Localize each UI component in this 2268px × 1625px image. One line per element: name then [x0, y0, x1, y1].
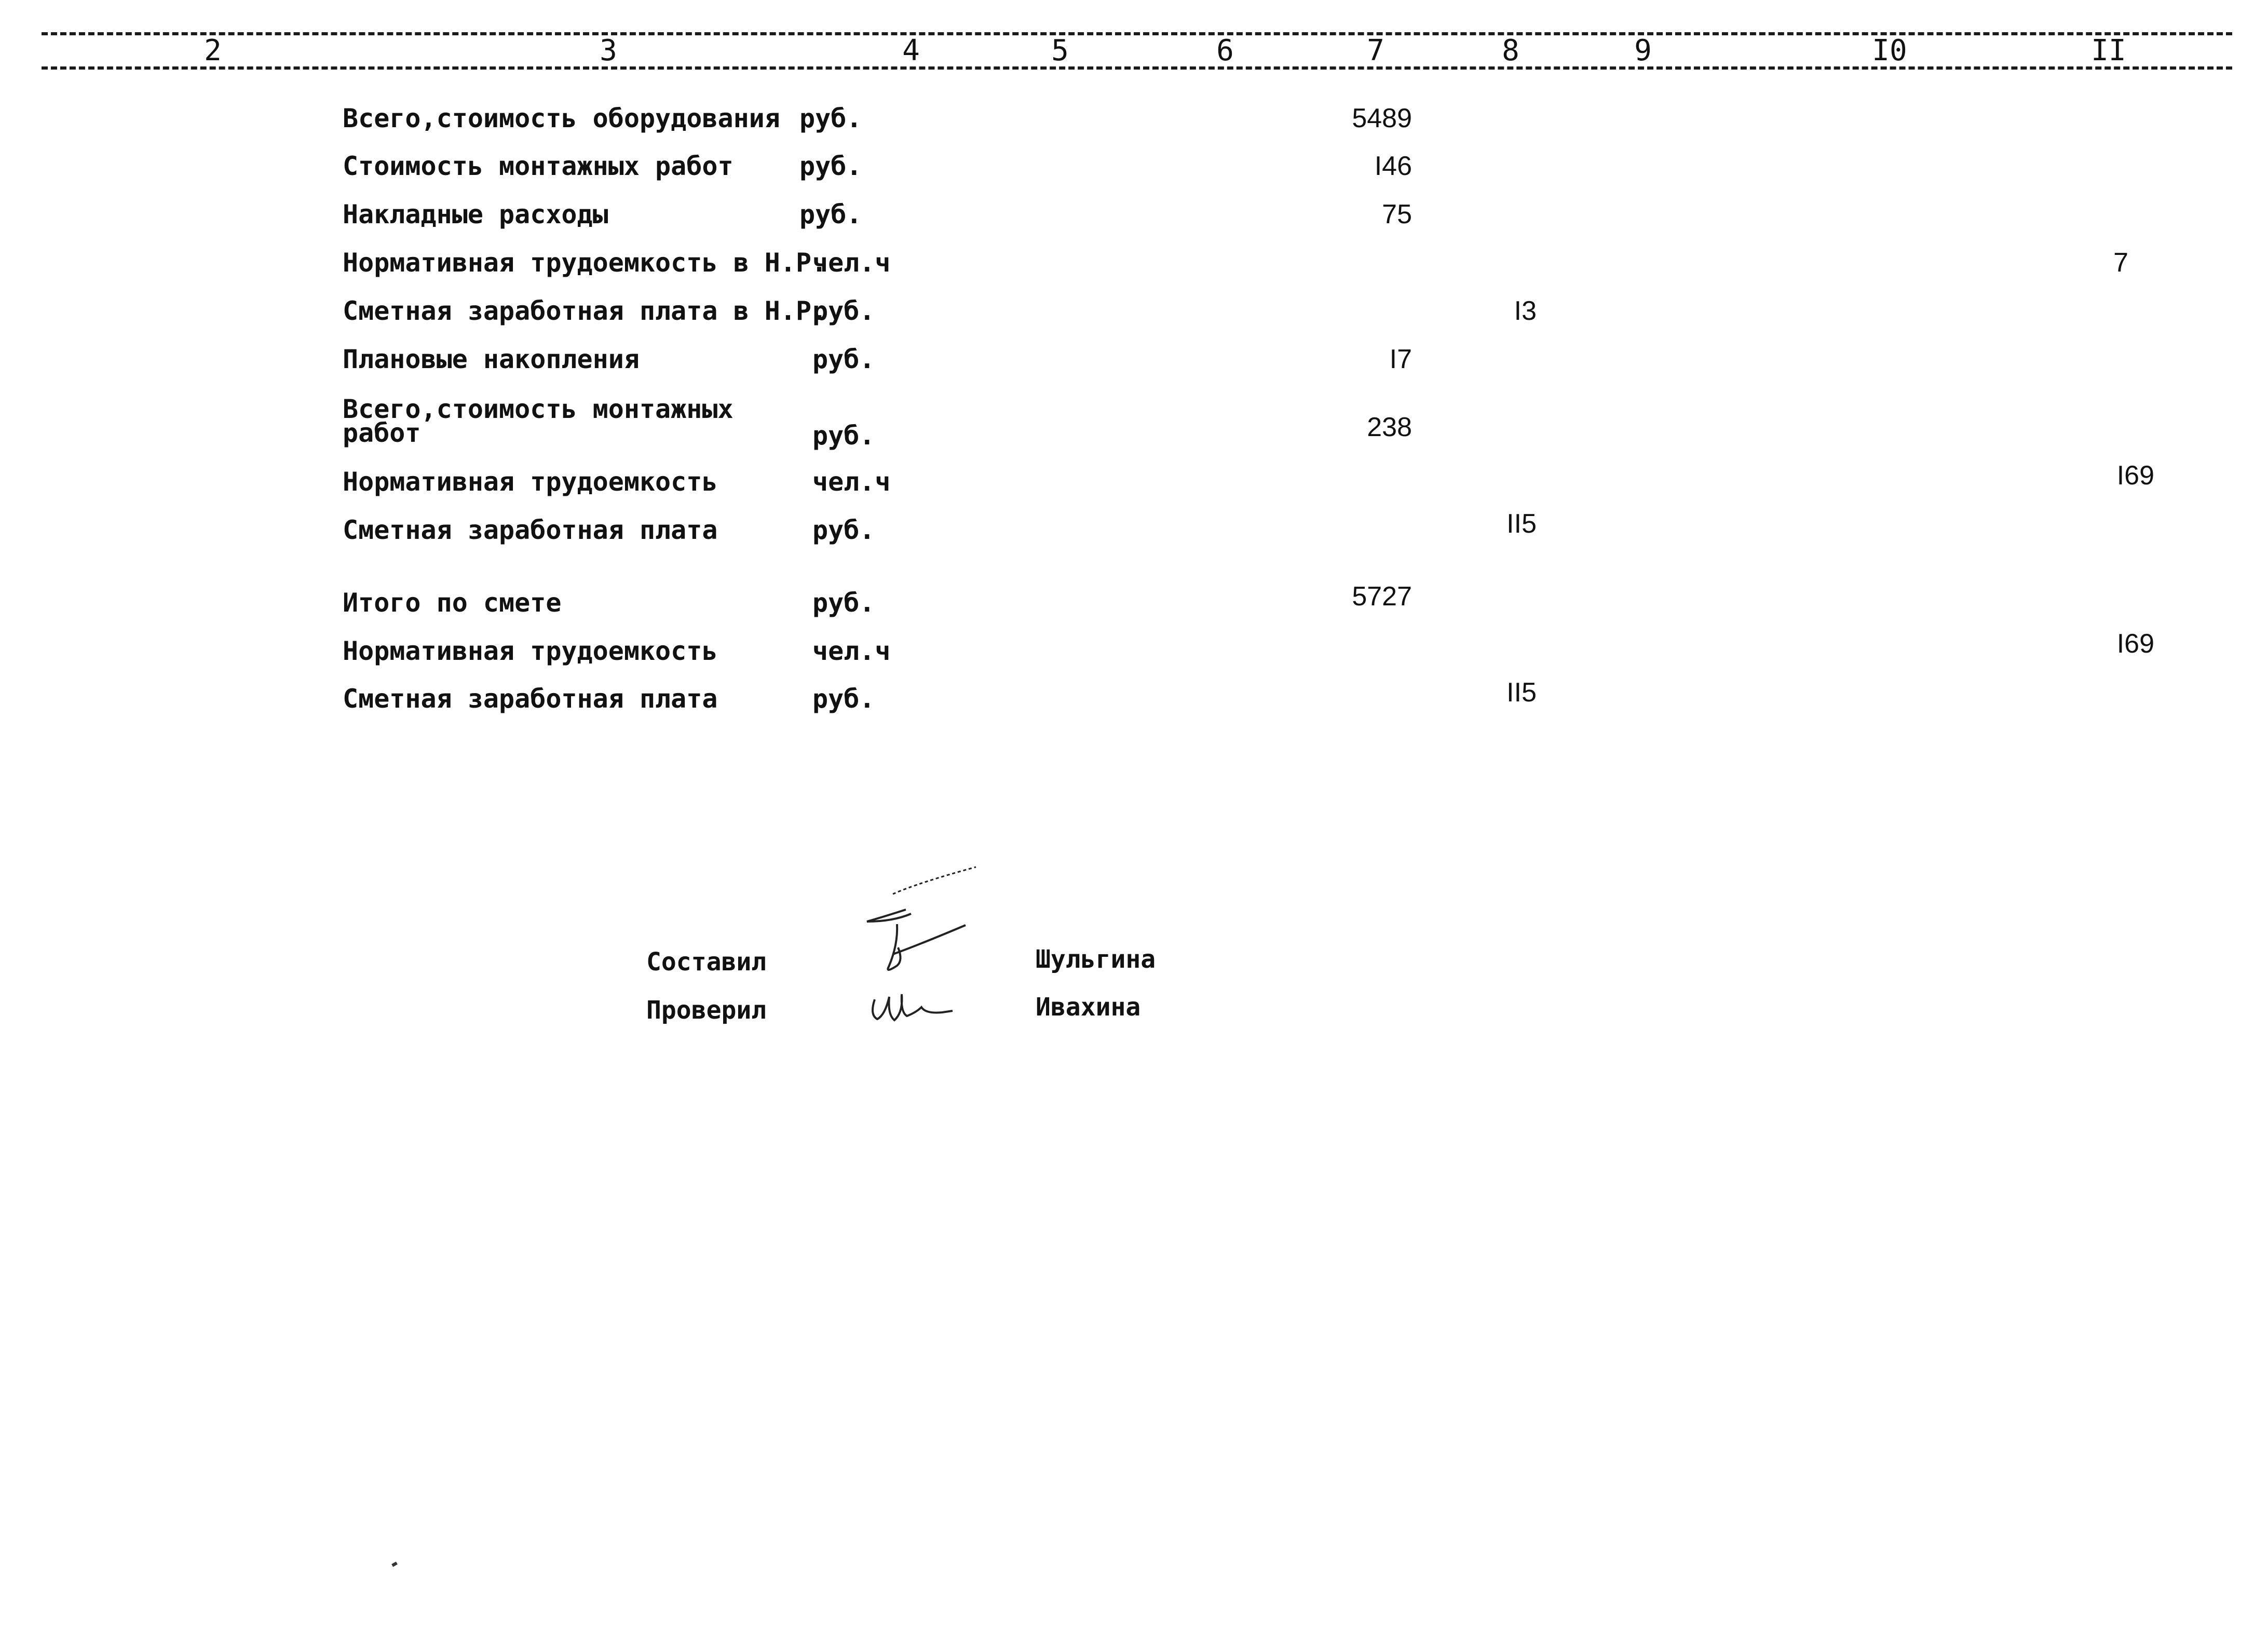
column-number: 6 [1216, 34, 1234, 67]
row-label: Сметная заработная плата в Н.Р. [343, 296, 827, 326]
row-unit: чел.ч [812, 467, 891, 497]
column-number: 3 [600, 34, 617, 67]
value-col-11: I69 [2116, 461, 2154, 491]
compiled-signature [857, 857, 986, 981]
column-number: 2 [204, 34, 222, 67]
value-col-7: 238 [1367, 412, 1412, 442]
compiled-by-name: Шульгина [1036, 945, 1156, 974]
stray-mark [391, 1562, 398, 1567]
row-unit: руб. [812, 421, 875, 451]
row-label: Нормативная трудоемкость в Н.Р. [343, 248, 827, 278]
row-label: Стоимость монтажных работ [343, 151, 734, 181]
row-unit: руб. [799, 151, 862, 181]
checked-by-label: Проверил [646, 996, 767, 1025]
checked-by-name: Ивахина [1036, 993, 1141, 1022]
row-unit: руб. [812, 684, 875, 714]
row-unit: руб. [812, 296, 875, 326]
value-col-8: I3 [1514, 296, 1537, 326]
value-col-8: II5 [1506, 678, 1537, 708]
column-number: 5 [1051, 34, 1069, 67]
row-label: Итого по смете [343, 588, 562, 618]
checked-signature [864, 984, 958, 1031]
row-label: Накладные расходы [343, 199, 608, 229]
row-unit: руб. [799, 103, 862, 133]
row-label: Плановые накопления [343, 344, 640, 374]
value-col-7: 5727 [1352, 581, 1412, 612]
row-unit: чел.ч [812, 636, 891, 666]
compiled-by-label: Составил [646, 947, 767, 977]
value-col-7: I46 [1374, 151, 1412, 181]
value-col-11: 7 [2113, 248, 2128, 278]
row-label: Сметная заработная плата [343, 515, 718, 545]
row-label: Нормативная трудоемкость [343, 636, 718, 666]
value-col-8: II5 [1506, 509, 1537, 539]
row-unit: чел.ч [812, 248, 891, 278]
column-number: II [2091, 34, 2126, 67]
value-col-7: 75 [1382, 199, 1412, 229]
value-col-7: I7 [1389, 344, 1412, 374]
row-label: Всего,стоимость монтажных работ [343, 394, 734, 448]
row-label: Всего,стоимость оборудования [343, 103, 780, 133]
row-unit: руб. [799, 199, 862, 229]
value-col-11: I69 [2116, 629, 2154, 659]
row-unit: руб. [812, 344, 875, 374]
column-number: 9 [1634, 34, 1652, 67]
column-number: 8 [1502, 34, 1519, 67]
row-label: Сметная заработная плата [343, 684, 718, 714]
row-unit: руб. [812, 588, 875, 618]
column-number: 7 [1367, 34, 1384, 67]
row-label: Нормативная трудоемкость [343, 467, 718, 497]
column-number: 4 [902, 34, 920, 67]
row-unit: руб. [812, 515, 875, 545]
value-col-7: 5489 [1352, 103, 1412, 133]
column-number: I0 [1872, 34, 1907, 67]
